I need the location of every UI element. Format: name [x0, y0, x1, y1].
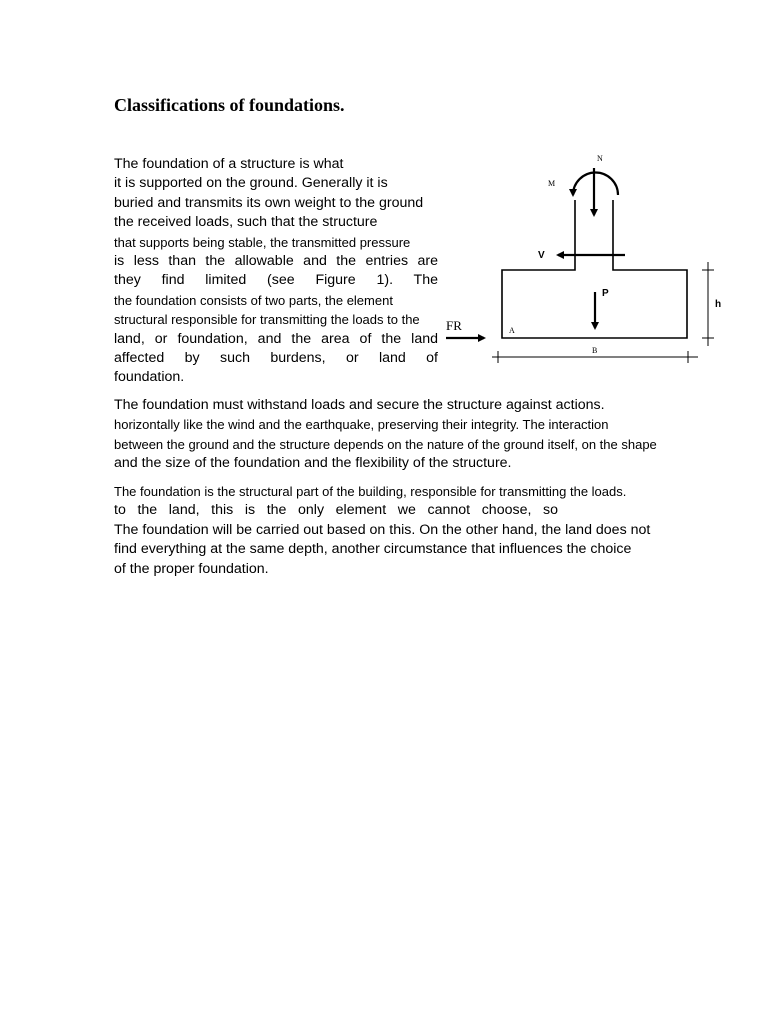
label-b: B — [592, 346, 598, 355]
text-line: buried and transmits its own weight to the ground — [114, 194, 424, 211]
text-line: structural responsible for transmitting the loads to the — [114, 312, 420, 328]
page-title: Classifications of foundations. — [114, 95, 345, 115]
text-line: find everything at the same depth, another circumstance that influences the choice — [114, 541, 632, 558]
label-a: A — [509, 326, 515, 335]
text-line: between the ground and the structure depends on the nature of the ground itself, on the shape — [114, 436, 657, 452]
text-line: they find limited (see Figure 1). The — [114, 272, 438, 289]
label-fr: FR — [446, 318, 462, 333]
foundation-diagram — [440, 150, 730, 370]
text-line: is less than the allowable and the entries are — [114, 253, 438, 270]
label-h: h — [715, 299, 722, 310]
label-v: V — [538, 250, 545, 261]
text-line: The foundation is the structural part of the building, responsible for transmitting the loads. — [114, 484, 627, 499]
text-line: it is supported on the ground. Generally it is — [114, 175, 388, 192]
text-line: horizontally like the wind and the earthquake, preserving their integrity. The interaction — [114, 417, 609, 433]
text-line: and the size of the foundation and the flexibility of the structure. — [114, 455, 512, 472]
paragraph-loads — [114, 396, 694, 474]
text-line: foundation. — [114, 369, 185, 386]
text-line: affected by such burdens, or land of — [114, 350, 438, 367]
text-line: land, or foundation, and the area of the land — [114, 330, 438, 347]
label-m: M — [548, 179, 556, 188]
text-line: the received loads, such that the structure — [114, 214, 378, 231]
text-line: that supports being stable, the transmitted pressure — [114, 234, 411, 250]
paragraph-structural-part — [114, 482, 694, 579]
text-line: of the proper foundation. — [114, 560, 269, 577]
m-moment-arrow — [573, 173, 618, 196]
text-line: The foundation must withstand loads and secure the structure against actions. — [114, 397, 605, 413]
foundation-figure — [440, 150, 730, 375]
label-n: N — [597, 154, 603, 163]
text-line: The foundation will be carried out based on this. On the other hand, the land does not — [114, 521, 651, 538]
text-line: the foundation consists of two parts, the element — [114, 292, 393, 308]
intro-paragraph — [114, 155, 438, 388]
label-p: P — [602, 288, 609, 299]
text-line: to the land, this is the only element we cannot choose, so — [114, 502, 558, 519]
text-line: The foundation of a structure is what — [114, 156, 344, 172]
